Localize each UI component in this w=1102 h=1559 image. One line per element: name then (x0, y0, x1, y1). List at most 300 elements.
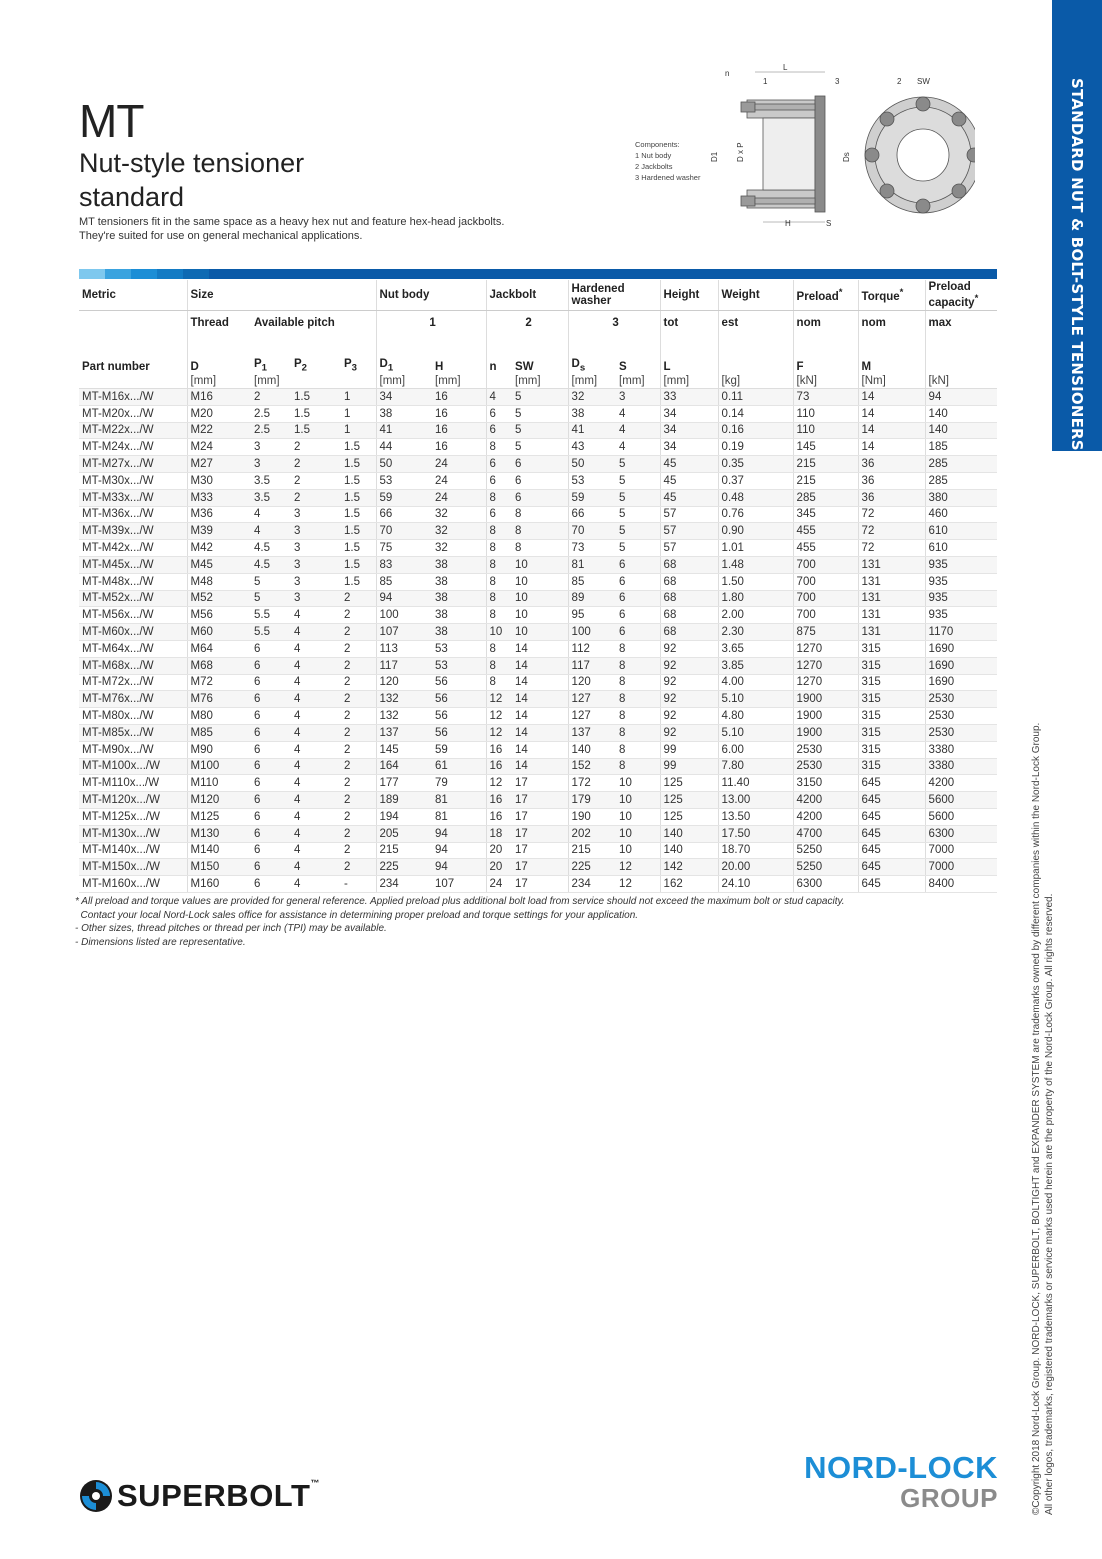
table-cell: 315 (858, 708, 925, 725)
table-cell: 1900 (793, 708, 858, 725)
table-cell: 127 (568, 691, 616, 708)
table-cell: 4 (291, 674, 341, 691)
symbol: P (344, 357, 352, 370)
table-cell: 8 (486, 439, 512, 456)
table-cell: 132 (376, 691, 432, 708)
table-cell: 6 (251, 674, 291, 691)
table-cell: 5 (512, 405, 568, 422)
table-cell: 5 (512, 439, 568, 456)
table-row (79, 808, 997, 825)
table-cell: 56 (432, 724, 486, 741)
table-cell: 3380 (925, 758, 997, 775)
table-cell: 6300 (925, 825, 997, 842)
table-cell: 4 (291, 741, 341, 758)
table-cell: M76 (187, 691, 251, 708)
superbolt-logo (79, 1478, 320, 1514)
table-cell: 205 (376, 825, 432, 842)
table-cell: 131 (858, 624, 925, 641)
table-cell: M52 (187, 590, 251, 607)
table-cell: 107 (432, 876, 486, 893)
table-cell: 12 (616, 859, 660, 876)
table-cell: 6 (616, 624, 660, 641)
table-cell: 10 (616, 775, 660, 792)
table-cell: 94 (432, 859, 486, 876)
section-tab-label: STANDARD NUT & BOLT-STYLE TENSIONERS (1068, 78, 1086, 451)
part-number-cell: MT-M60x.../W (79, 624, 187, 641)
table-cell: 6 (616, 590, 660, 607)
table-cell: 85 (568, 573, 616, 590)
unit-cell: [Nm] (858, 373, 925, 389)
table-cell: 68 (660, 607, 718, 624)
table-cell: 14 (512, 708, 568, 725)
footnote: * All preload and torque values are provided for general reference. Applied preload plus additional bolt load from service should not exceed the maximum bolt or stud capacity. (75, 896, 845, 907)
header-torque-label: Torque (861, 290, 900, 303)
part-number-cell: MT-M100x.../W (79, 758, 187, 775)
subtitle-line: Nut-style tensioner (79, 148, 305, 178)
table-cell: 94 (432, 825, 486, 842)
table-cell: 92 (660, 674, 718, 691)
table-cell: 4 (251, 523, 291, 540)
header-Ds (568, 335, 616, 373)
table-cell: M120 (187, 792, 251, 809)
table-cell: 10 (512, 556, 568, 573)
header-weight: Weight (718, 280, 793, 311)
table-cell: 6 (616, 556, 660, 573)
table-cell: 234 (568, 876, 616, 893)
table-cell: M20 (187, 405, 251, 422)
table-cell: 285 (925, 456, 997, 473)
table-row (79, 657, 997, 674)
table-cell: 285 (793, 489, 858, 506)
table-cell: 68 (660, 573, 718, 590)
table-cell: 131 (858, 607, 925, 624)
table-cell: 140 (568, 741, 616, 758)
table-cell: 215 (793, 472, 858, 489)
table-cell: 36 (858, 472, 925, 489)
product-description (79, 216, 559, 243)
table-cell: 2530 (925, 691, 997, 708)
table-cell: 5 (616, 456, 660, 473)
table-cell: 2 (341, 758, 376, 775)
label-n: n (725, 69, 730, 78)
table-cell: 57 (660, 540, 718, 557)
table-cell: 8 (616, 691, 660, 708)
table-cell: 59 (432, 741, 486, 758)
header-L: L (660, 335, 718, 373)
table-cell: 2 (341, 775, 376, 792)
table-cell: 117 (568, 657, 616, 674)
header-pitch: Available pitch (254, 317, 335, 329)
table-cell: 14 (858, 389, 925, 406)
table-cell: 4.80 (718, 708, 793, 725)
table-cell: 33 (660, 389, 718, 406)
table-row (79, 389, 997, 406)
table-cell: 2 (341, 859, 376, 876)
table-cell: 16 (432, 422, 486, 439)
table-cell: 5 (512, 389, 568, 406)
table-cell: 13.00 (718, 792, 793, 809)
table-cell: 14 (858, 422, 925, 439)
table-cell: 56 (432, 674, 486, 691)
table-cell: 3150 (793, 775, 858, 792)
table-cell: 20.00 (718, 859, 793, 876)
part-number-cell: MT-M48x.../W (79, 573, 187, 590)
side-view (741, 96, 825, 212)
part-number-cell: MT-M76x.../W (79, 691, 187, 708)
table-cell: 6.00 (718, 741, 793, 758)
table-cell: 4 (291, 607, 341, 624)
table-cell: 6 (251, 825, 291, 842)
table-cell: M150 (187, 859, 251, 876)
table-cell: 8 (486, 607, 512, 624)
table-cell: 8 (486, 640, 512, 657)
nord-lock-wordmark: NORD-LOCK (804, 1450, 998, 1485)
part-number-cell: MT-M90x.../W (79, 741, 187, 758)
table-cell: 1.48 (718, 556, 793, 573)
table-cell: 53 (432, 657, 486, 674)
table-cell: 4 (291, 825, 341, 842)
table-cell: M16 (187, 389, 251, 406)
table-cell: 345 (793, 506, 858, 523)
header-H: H (435, 361, 444, 373)
table-cell: 6 (486, 472, 512, 489)
table-cell: 4 (291, 775, 341, 792)
table-cell: 315 (858, 724, 925, 741)
table-row (79, 691, 997, 708)
table-cell: 59 (376, 489, 432, 506)
part-number-cell: MT-M64x.../W (79, 640, 187, 657)
table-cell: 4200 (793, 792, 858, 809)
table-cell: 4 (251, 506, 291, 523)
table-cell: 1.5 (341, 489, 376, 506)
table-cell: 125 (660, 808, 718, 825)
label-L: L (783, 63, 788, 72)
table-cell: 8 (616, 640, 660, 657)
header-part-number: Part number (82, 361, 150, 373)
table-cell: 3 (291, 573, 341, 590)
header-nom: nom (858, 311, 925, 336)
table-cell: 125 (660, 775, 718, 792)
table-cell: 0.19 (718, 439, 793, 456)
table-cell: 225 (376, 859, 432, 876)
table-cell: 66 (568, 506, 616, 523)
table-cell: M30 (187, 472, 251, 489)
table-cell: 4 (291, 859, 341, 876)
table-cell: 2 (341, 590, 376, 607)
table-cell: 315 (858, 674, 925, 691)
header-P3 (341, 335, 376, 373)
table-cell: 1.5 (341, 540, 376, 557)
footnote: - Dimensions listed are representative. (75, 936, 246, 948)
header-metric: Metric (79, 280, 187, 311)
table-cell: 8 (512, 506, 568, 523)
table-cell: 6 (251, 724, 291, 741)
table-cell: 140 (925, 422, 997, 439)
table-cell: 16 (432, 405, 486, 422)
table-cell: 100 (376, 607, 432, 624)
table-cell: 2530 (925, 724, 997, 741)
table-cell: 38 (432, 624, 486, 641)
table-cell: 17 (512, 842, 568, 859)
table-cell: 3.85 (718, 657, 793, 674)
header-M: M (858, 335, 925, 373)
table-cell: 162 (660, 876, 718, 893)
table-cell: 2 (341, 657, 376, 674)
table-cell: 12 (486, 691, 512, 708)
table-cell: 16 (432, 389, 486, 406)
table-row (79, 792, 997, 809)
table-cell: 164 (376, 758, 432, 775)
table-cell: M39 (187, 523, 251, 540)
label-H: H (785, 219, 791, 228)
table-cell: 41 (568, 422, 616, 439)
table-cell: 127 (568, 708, 616, 725)
table-cell: 1.5 (341, 506, 376, 523)
table-cell: 4 (291, 792, 341, 809)
table-cell: 17 (512, 792, 568, 809)
table-cell: M22 (187, 422, 251, 439)
table-cell: 4 (291, 842, 341, 859)
table-cell: 95 (568, 607, 616, 624)
table-cell: 7000 (925, 859, 997, 876)
superbolt-wordmark (117, 1478, 320, 1514)
subtitle-line: standard (79, 182, 185, 212)
part-number-cell: MT-M110x.../W (79, 775, 187, 792)
part-number-cell: MT-M39x.../W (79, 523, 187, 540)
table-cell: 38 (376, 405, 432, 422)
unit-cell: [kN] (793, 373, 858, 389)
table-cell: 131 (858, 573, 925, 590)
table-cell: 8 (616, 674, 660, 691)
table-row (79, 556, 997, 573)
table-cell: 5250 (793, 842, 858, 859)
unit-cell: [mm] (616, 373, 660, 389)
table-cell: 14 (858, 405, 925, 422)
table-cell: 2 (341, 607, 376, 624)
table-cell: 6 (251, 708, 291, 725)
components-title: Components: (635, 140, 680, 149)
header-P1 (251, 335, 291, 373)
table-cell: 50 (376, 456, 432, 473)
table-cell: 0.90 (718, 523, 793, 540)
part-number-cell: MT-M33x.../W (79, 489, 187, 506)
table-cell: 94 (925, 389, 997, 406)
table-cell: 4200 (793, 808, 858, 825)
table-cell: 0.37 (718, 472, 793, 489)
table-cell: 2530 (793, 758, 858, 775)
table-cell: 1.5 (341, 472, 376, 489)
copyright-notice (1030, 723, 1056, 1515)
description-line: They're suited for use on general mechanical applications. (79, 229, 363, 242)
table-cell: 645 (858, 825, 925, 842)
table-cell: 935 (925, 607, 997, 624)
table-body (79, 389, 997, 893)
table-cell: 2 (341, 825, 376, 842)
table-cell: 81 (568, 556, 616, 573)
table-cell: 1.80 (718, 590, 793, 607)
table-cell: 6 (251, 758, 291, 775)
table-row (79, 674, 997, 691)
table-cell: 8 (616, 708, 660, 725)
table-cell: 1.5 (341, 523, 376, 540)
footnote-marker: * (838, 287, 843, 299)
table-cell: 6 (486, 405, 512, 422)
table-cell: M64 (187, 640, 251, 657)
table-cell: 2 (291, 439, 341, 456)
table-cell: 3 (251, 456, 291, 473)
header-est: est (718, 311, 793, 336)
table-cell: 1.5 (341, 556, 376, 573)
table-cell: 1270 (793, 674, 858, 691)
symbol: D (571, 357, 580, 370)
page-title: MT (79, 95, 144, 147)
table-cell: 24.10 (718, 876, 793, 893)
unit-cell: [kN] (925, 373, 997, 389)
table-cell: 1.50 (718, 573, 793, 590)
table-cell: 5 (616, 489, 660, 506)
table-cell: 10 (512, 573, 568, 590)
table-cell: 41 (376, 422, 432, 439)
table-cell: 179 (568, 792, 616, 809)
part-number-cell: MT-M125x.../W (79, 808, 187, 825)
part-number-cell: MT-M30x.../W (79, 472, 187, 489)
table-cell: M100 (187, 758, 251, 775)
table-cell: 5 (616, 472, 660, 489)
table-cell: 17 (512, 859, 568, 876)
table-cell: 8 (512, 523, 568, 540)
table-cell: 380 (925, 489, 997, 506)
table-cell: 1 (341, 389, 376, 406)
header-row-sub (79, 311, 997, 336)
header-size: Size (187, 280, 376, 311)
table-cell: 2 (251, 389, 291, 406)
table-cell: 18.70 (718, 842, 793, 859)
front-view (865, 97, 975, 213)
table-cell: 645 (858, 792, 925, 809)
table-row (79, 607, 997, 624)
header-nom: nom (793, 311, 858, 336)
table-cell: 3 (291, 556, 341, 573)
table-cell: 645 (858, 876, 925, 893)
table-cell: 8 (486, 556, 512, 573)
table-cell: 315 (858, 758, 925, 775)
table-cell: 1690 (925, 657, 997, 674)
header-height: Height (660, 280, 718, 311)
table-cell: 1.5 (341, 456, 376, 473)
table-cell: 73 (568, 540, 616, 557)
table-cell: 2.5 (251, 422, 291, 439)
table-cell: 8 (616, 741, 660, 758)
table-cell: 81 (432, 792, 486, 809)
unit-cell: [mm] (568, 373, 616, 389)
table-cell: 20 (486, 842, 512, 859)
table-cell: M24 (187, 439, 251, 456)
table-cell: 225 (568, 859, 616, 876)
nord-lock-logo (770, 1452, 998, 1512)
table-cell: 72 (858, 523, 925, 540)
table-cell: 455 (793, 540, 858, 557)
header-capacity-label: Preload capacity (928, 281, 975, 309)
footnote: - Other sizes, thread pitches or thread per inch (TPI) may be available. (75, 923, 387, 934)
header-n: n (486, 335, 512, 373)
table-cell: 14 (512, 640, 568, 657)
component-item: 3 Hardened washer (635, 173, 701, 182)
unit-cell: [mm] (660, 373, 718, 389)
table-cell: 0.16 (718, 422, 793, 439)
table-cell: 0.11 (718, 389, 793, 406)
header-row-groups (79, 280, 997, 311)
table-cell: 85 (376, 573, 432, 590)
table-row (79, 825, 997, 842)
table-cell: M72 (187, 674, 251, 691)
table-cell: 89 (568, 590, 616, 607)
header-D1 (376, 335, 432, 373)
header-component-1: 1 (376, 311, 486, 336)
table-cell: 14 (512, 724, 568, 741)
table-cell: 12 (486, 775, 512, 792)
table-cell: 53 (432, 640, 486, 657)
symbol-sub: s (579, 362, 586, 373)
table-cell: 1690 (925, 640, 997, 657)
table-cell: 4 (616, 422, 660, 439)
table-cell: 57 (660, 506, 718, 523)
part-number-cell: MT-M24x.../W (79, 439, 187, 456)
table-cell: 45 (660, 472, 718, 489)
table-cell: 315 (858, 741, 925, 758)
unit-cell: [kg] (718, 373, 793, 389)
table-cell: 6 (251, 792, 291, 809)
table-cell: M42 (187, 540, 251, 557)
table-cell: 3.5 (251, 472, 291, 489)
footnotes (75, 895, 845, 949)
table-cell: 8 (486, 590, 512, 607)
table-cell: 57 (660, 523, 718, 540)
part-number-cell: MT-M130x.../W (79, 825, 187, 842)
table-cell: 10 (616, 808, 660, 825)
table-cell: 6 (486, 456, 512, 473)
table-cell: 45 (660, 489, 718, 506)
description-line: MT tensioners fit in the same space as a heavy hex nut and feature hex-head jackbolts. (79, 216, 505, 228)
table-cell: 645 (858, 842, 925, 859)
table-row (79, 489, 997, 506)
table-cell: 4 (291, 724, 341, 741)
table-cell: 935 (925, 556, 997, 573)
table-cell: 2 (341, 724, 376, 741)
part-number-cell: MT-M27x.../W (79, 456, 187, 473)
table-cell: 4 (291, 624, 341, 641)
table-cell: 70 (376, 523, 432, 540)
table-cell: 36 (858, 456, 925, 473)
table-cell: 11.40 (718, 775, 793, 792)
table-cell: 1270 (793, 657, 858, 674)
table-cell: 1900 (793, 691, 858, 708)
table-cell: M130 (187, 825, 251, 842)
table-cell: 140 (660, 825, 718, 842)
table-cell: 34 (376, 389, 432, 406)
table-cell: 38 (432, 590, 486, 607)
table-cell: 45 (660, 456, 718, 473)
table-cell: 120 (568, 674, 616, 691)
part-number-cell: MT-M150x.../W (79, 859, 187, 876)
table-cell: 5 (251, 590, 291, 607)
component-item: 1 Nut body (635, 151, 672, 160)
table-cell: 8400 (925, 876, 997, 893)
table-cell: M33 (187, 489, 251, 506)
table-cell: 4 (616, 439, 660, 456)
table-row (79, 573, 997, 590)
table-cell: 7.80 (718, 758, 793, 775)
table-cell: 137 (376, 724, 432, 741)
